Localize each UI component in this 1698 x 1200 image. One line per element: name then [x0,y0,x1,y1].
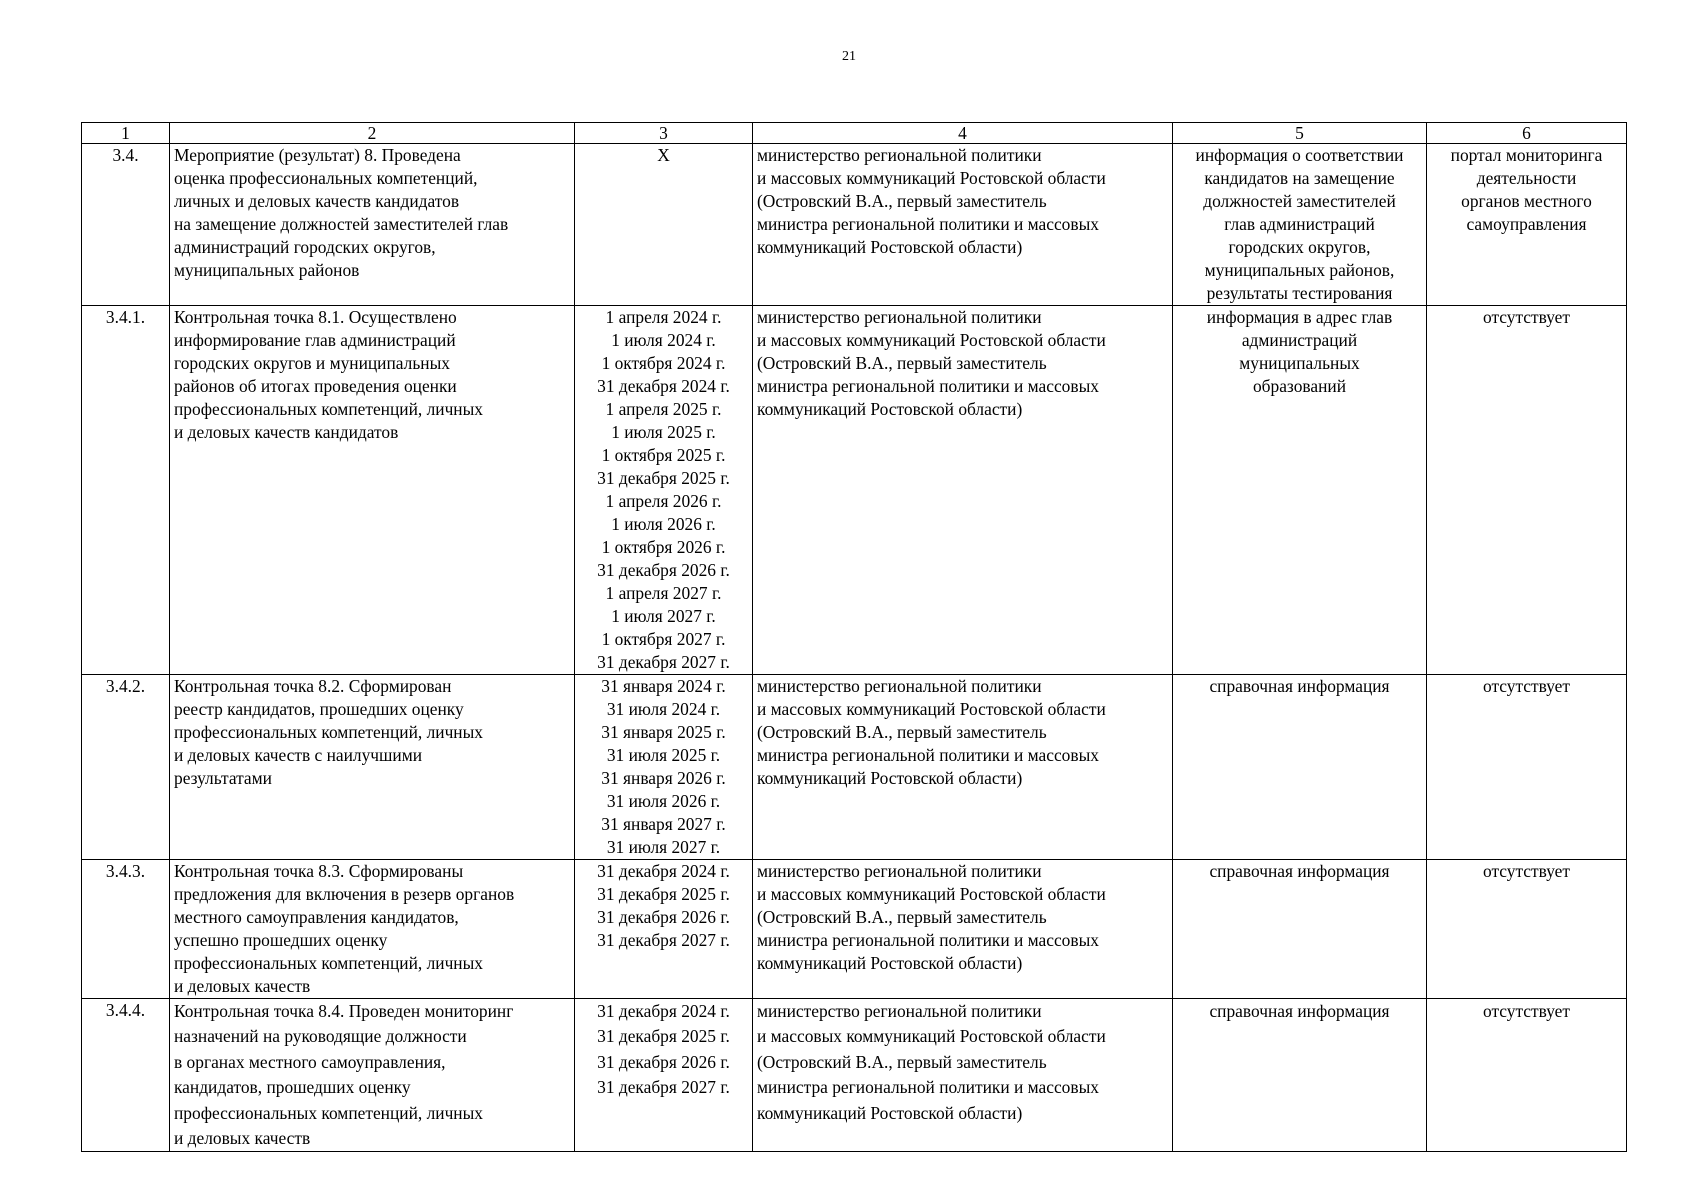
item-deadlines-cell [575,999,753,1152]
item-deadlines-line: 31 июля 2026 г. [606,791,721,811]
item-responsible-line: и массовых коммуникаций Ростовской области [757,168,1106,188]
item-deadlines-line: 1 апреля 2026 г. [605,491,722,511]
item-responsible-line: (Островский В.А., первый заместитель [757,722,1047,742]
item-responsible-cell [753,306,1173,675]
item-deadlines-line: 1 апреля 2025 г. [605,399,722,419]
header-col-3: 3 [575,123,753,144]
item-number: 3.4.4. [105,1000,146,1020]
item-responsible-line: и массовых коммуникаций Ростовской области [757,699,1106,719]
item-name-line: Мероприятие (результат) 8. Проведена [174,145,461,165]
item-deadlines-line: 31 июля 2025 г. [606,745,721,765]
item-deadlines-line: 31 декабря 2025 г. [597,468,730,488]
item-document-line: кандидатов на замещение [1204,168,1395,188]
item-responsible-line: (Островский В.А., первый заместитель [757,191,1047,211]
item-responsible-line: министра региональной политики и массовых [757,1077,1099,1098]
item-responsible-line: министра региональной политики и массовых [757,930,1099,950]
item-name-line: Контрольная точка 8.3. Сформированы [174,861,464,881]
header-col-5: 5 [1173,123,1427,144]
item-responsible-cell [753,675,1173,860]
item-responsible-line: коммуникаций Ростовской области) [757,399,1023,419]
item-name-line: реестр кандидатов, прошедших оценку [174,699,464,719]
item-name-line: на замещение должностей заместителей глав [174,214,509,234]
item-responsible-cell [753,999,1173,1152]
item-deadlines-line: 31 января 2026 г. [601,768,726,788]
item-info-system-line: отсутствует [1483,1001,1570,1021]
item-responsible-line: министра региональной политики и массовых [757,214,1099,234]
item-info-system-line: самоуправления [1466,214,1587,234]
item-info-system-line: отсутствует [1483,676,1570,696]
item-document-line: муниципальных [1239,353,1360,373]
item-name-line: предложения для включения в резерв органов [174,884,515,904]
item-deadlines-line: 31 декабря 2027 г. [597,930,730,950]
item-deadlines-line: 1 июля 2026 г. [611,514,716,534]
item-number: 3.4.3. [105,861,146,881]
item-document-line: городских округов, [1228,237,1371,257]
item-number-cell [82,999,170,1152]
item-deadlines-line: 31 декабря 2026 г. [597,907,730,927]
item-deadlines-line: 1 октября 2026 г. [601,537,726,557]
item-deadlines-line: 1 октября 2024 г. [601,353,726,373]
item-deadlines-cell [575,306,753,675]
item-deadlines-line: 31 января 2025 г. [601,722,726,742]
item-deadlines-line: 31 декабря 2024 г. [597,376,730,396]
plan-table [81,122,1627,1152]
item-deadlines-line: 31 декабря 2024 г. [597,861,730,881]
item-deadlines-line: 31 декабря 2024 г. [597,1001,730,1021]
item-responsible-line: и массовых коммуникаций Ростовской области [757,330,1106,350]
item-deadlines-line: 31 января 2024 г. [601,676,726,696]
item-deadlines-line: 31 декабря 2026 г. [597,1051,730,1072]
item-name-cell [170,675,575,860]
item-info-system-cell [1427,999,1627,1152]
item-deadlines-cell [575,144,753,306]
table-row [82,306,1627,675]
item-responsible-line: коммуникаций Ростовской области) [757,768,1023,788]
item-info-system-line: отсутствует [1483,861,1570,881]
item-name-line: администраций городских округов, [174,237,436,257]
item-deadlines-line: 31 декабря 2027 г. [597,1077,730,1098]
item-name-line: районов об итогах проведения оценки [174,376,457,396]
item-name-line: личных и деловых качеств кандидатов [174,191,460,211]
item-responsible-line: коммуникаций Ростовской области) [757,953,1023,973]
item-info-system-line: отсутствует [1483,307,1570,327]
item-number-cell [82,306,170,675]
item-document-line: образований [1252,376,1347,396]
item-number: 3.4.1. [105,307,146,327]
item-name-line: назначений на руководящие должности [174,1026,467,1047]
item-name-line: и деловых качеств кандидатов [174,422,399,442]
item-responsible-line: министерство региональной политики [757,145,1042,165]
item-deadlines-line: 31 июля 2024 г. [606,699,721,719]
item-name-line: Контрольная точка 8.4. Проведен мониторинг [174,1001,514,1021]
item-name-line: информирование глав администраций [174,330,456,350]
item-document-line: справочная информация [1209,676,1390,696]
item-name-line: профессиональных компетенций, личных [174,1102,483,1123]
item-deadlines-line: 1 июля 2024 г. [611,330,716,350]
item-name-line: профессиональных компетенций, личных [174,722,483,742]
header-col-6: 6 [1427,123,1627,144]
item-name-line: Контрольная точка 8.1. Осуществлено [174,307,457,327]
item-name-cell [170,306,575,675]
item-number-cell [82,860,170,999]
item-responsible-line: министерство региональной политики [757,1001,1042,1021]
item-deadlines-line: 1 октября 2025 г. [601,445,726,465]
item-name-line: и деловых качеств с наилучшими [174,745,423,765]
item-info-system-line: деятельности [1476,168,1577,188]
header-col-1: 1 [82,123,170,144]
item-document-line: администраций [1241,330,1358,350]
item-name-line: профессиональных компетенций, личных [174,399,483,419]
item-responsible-line: коммуникаций Ростовской области) [757,237,1023,257]
item-responsible-line: и массовых коммуникаций Ростовской области [757,1026,1106,1047]
item-document-cell [1173,860,1427,999]
item-responsible-line: министра региональной политики и массовых [757,745,1099,765]
item-name-line: кандидатов, прошедших оценку [174,1077,411,1098]
item-info-system-cell [1427,675,1627,860]
item-deadlines-line: 31 января 2027 г. [601,814,726,834]
item-name-cell [170,999,575,1152]
item-info-system-line: портал мониторинга [1450,145,1603,165]
item-info-system-cell [1427,860,1627,999]
item-document-cell [1173,999,1427,1152]
item-responsible-line: министерство региональной политики [757,307,1042,327]
table-row [82,144,1627,306]
item-document-line: информация в адрес глав [1206,307,1393,327]
item-deadlines-line: 1 апреля 2024 г. [605,307,722,327]
item-responsible-line: министерство региональной политики [757,676,1042,696]
item-document-line: глав администраций [1224,214,1375,234]
item-responsible-line: коммуникаций Ростовской области) [757,1102,1023,1123]
item-name-line: городских округов и муниципальных [174,353,450,373]
item-name-cell [170,860,575,999]
item-deadlines-line: 1 апреля 2027 г. [605,583,722,603]
table-row [82,999,1627,1152]
item-deadlines-cell [575,860,753,999]
item-name-line: муниципальных районов [174,260,360,280]
item-number-cell [82,144,170,306]
item-name-line: в органах местного самоуправления, [174,1051,446,1072]
item-name-line: профессиональных компетенций, личных [174,953,483,973]
item-document-line: результаты тестирования [1206,283,1393,303]
item-number: 3.4.2. [105,676,146,696]
item-deadlines-line: 1 июля 2025 г. [611,422,716,442]
header-col-4: 4 [753,123,1173,144]
item-deadlines-line: 31 декабря 2026 г. [597,560,730,580]
item-deadlines-line: Х [657,145,670,165]
item-document-line: справочная информация [1209,861,1390,881]
item-responsible-cell [753,144,1173,306]
item-document-cell [1173,144,1427,306]
item-info-system-cell [1427,306,1627,675]
item-responsible-line: (Островский В.А., первый заместитель [757,1051,1047,1072]
item-deadlines-line: 1 октября 2027 г. [601,629,726,649]
item-responsible-line: и массовых коммуникаций Ростовской области [757,884,1106,904]
item-name-line: и деловых качеств [174,1128,311,1149]
item-document-line: муниципальных районов, [1204,260,1395,280]
item-number: 3.4. [112,145,139,165]
item-deadlines-line: 31 декабря 2025 г. [597,1026,730,1047]
item-responsible-cell [753,860,1173,999]
item-number-cell [82,675,170,860]
item-info-system-cell [1427,144,1627,306]
item-deadlines-line: 31 декабря 2027 г. [597,652,730,672]
item-document-cell [1173,306,1427,675]
item-name-line: успешно прошедших оценку [174,930,388,950]
item-document-line: справочная информация [1209,1001,1390,1021]
table-row [82,860,1627,999]
item-name-line: оценка профессиональных компетенций, [174,168,478,188]
item-deadlines-cell [575,675,753,860]
item-deadlines-line: 31 декабря 2025 г. [597,884,730,904]
header-row [82,123,1627,144]
item-deadlines-line: 1 июля 2027 г. [611,606,716,626]
item-responsible-line: министра региональной политики и массовых [757,376,1099,396]
item-info-system-line: органов местного [1461,191,1592,211]
page-number: 21 [842,49,856,64]
header-col-2: 2 [170,123,575,144]
item-responsible-line: (Островский В.А., первый заместитель [757,353,1047,373]
table-row [82,675,1627,860]
item-deadlines-line: 31 июля 2027 г. [606,837,721,857]
item-responsible-line: (Островский В.А., первый заместитель [757,907,1047,927]
item-responsible-line: министерство региональной политики [757,861,1042,881]
item-name-line: Контрольная точка 8.2. Сформирован [174,676,452,696]
item-document-line: информация о соответствии [1195,145,1404,165]
item-document-cell [1173,675,1427,860]
item-name-cell [170,144,575,306]
item-name-line: результатами [174,768,272,788]
item-name-line: местного самоуправления кандидатов, [174,907,459,927]
item-document-line: должностей заместителей [1203,191,1396,211]
item-name-line: и деловых качеств [174,976,311,996]
